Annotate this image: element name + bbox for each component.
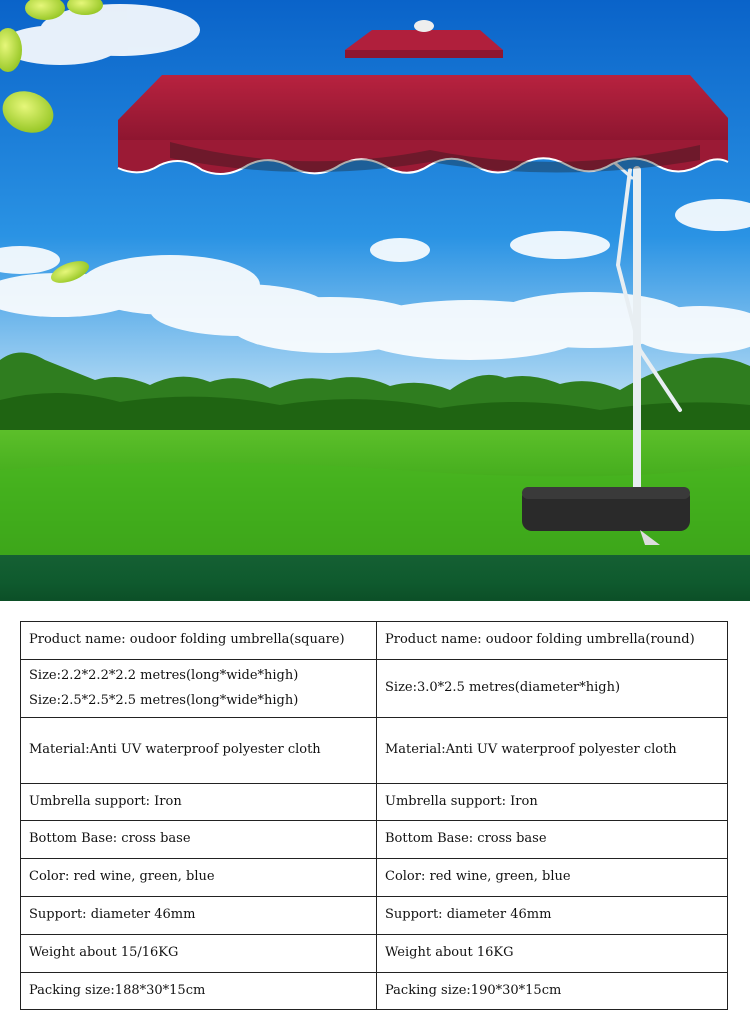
table-cell: Color: red wine, green, blue xyxy=(21,859,377,897)
table-cell: Size:2.2*2.2*2.2 metres(long*wide*high) Size:2.5*2.5*2.5 metres(long*wide*high) xyxy=(21,660,377,718)
table-row xyxy=(21,897,728,935)
table-cell: Weight about 16KG xyxy=(377,935,728,973)
table-cell: Umbrella support: Iron xyxy=(377,784,728,821)
divider-band xyxy=(0,555,750,601)
table-row xyxy=(21,973,728,1010)
table-cell: Support: diameter 46mm xyxy=(21,897,377,935)
table-cell: Support: diameter 46mm xyxy=(377,897,728,935)
table-cell: Size:3.0*2.5 metres(diameter*high) xyxy=(377,660,728,718)
table-row xyxy=(21,935,728,973)
table-row xyxy=(21,622,728,660)
table-row xyxy=(21,660,728,718)
table-row xyxy=(21,821,728,859)
table-row xyxy=(21,859,728,897)
table-cell: Product name: oudoor folding umbrella(round) xyxy=(377,622,728,660)
table-cell: Material:Anti UV waterproof polyester cloth xyxy=(21,718,377,784)
table-cell: Bottom Base: cross base xyxy=(21,821,377,859)
table-cell: Umbrella support: Iron xyxy=(21,784,377,821)
table-cell: Packing size:188*30*15cm xyxy=(21,973,377,1010)
table-cell: Color: red wine, green, blue xyxy=(377,859,728,897)
table-cell: Material:Anti UV waterproof polyester cloth xyxy=(377,718,728,784)
table-cell: Weight about 15/16KG xyxy=(21,935,377,973)
table-cell: Bottom Base: cross base xyxy=(377,821,728,859)
table-row xyxy=(21,784,728,821)
table-cell: Product name: oudoor folding umbrella(square) xyxy=(21,622,377,660)
table-cell: Packing size:190*30*15cm xyxy=(377,973,728,1010)
table-row xyxy=(21,718,728,784)
spec-table xyxy=(20,621,728,1010)
